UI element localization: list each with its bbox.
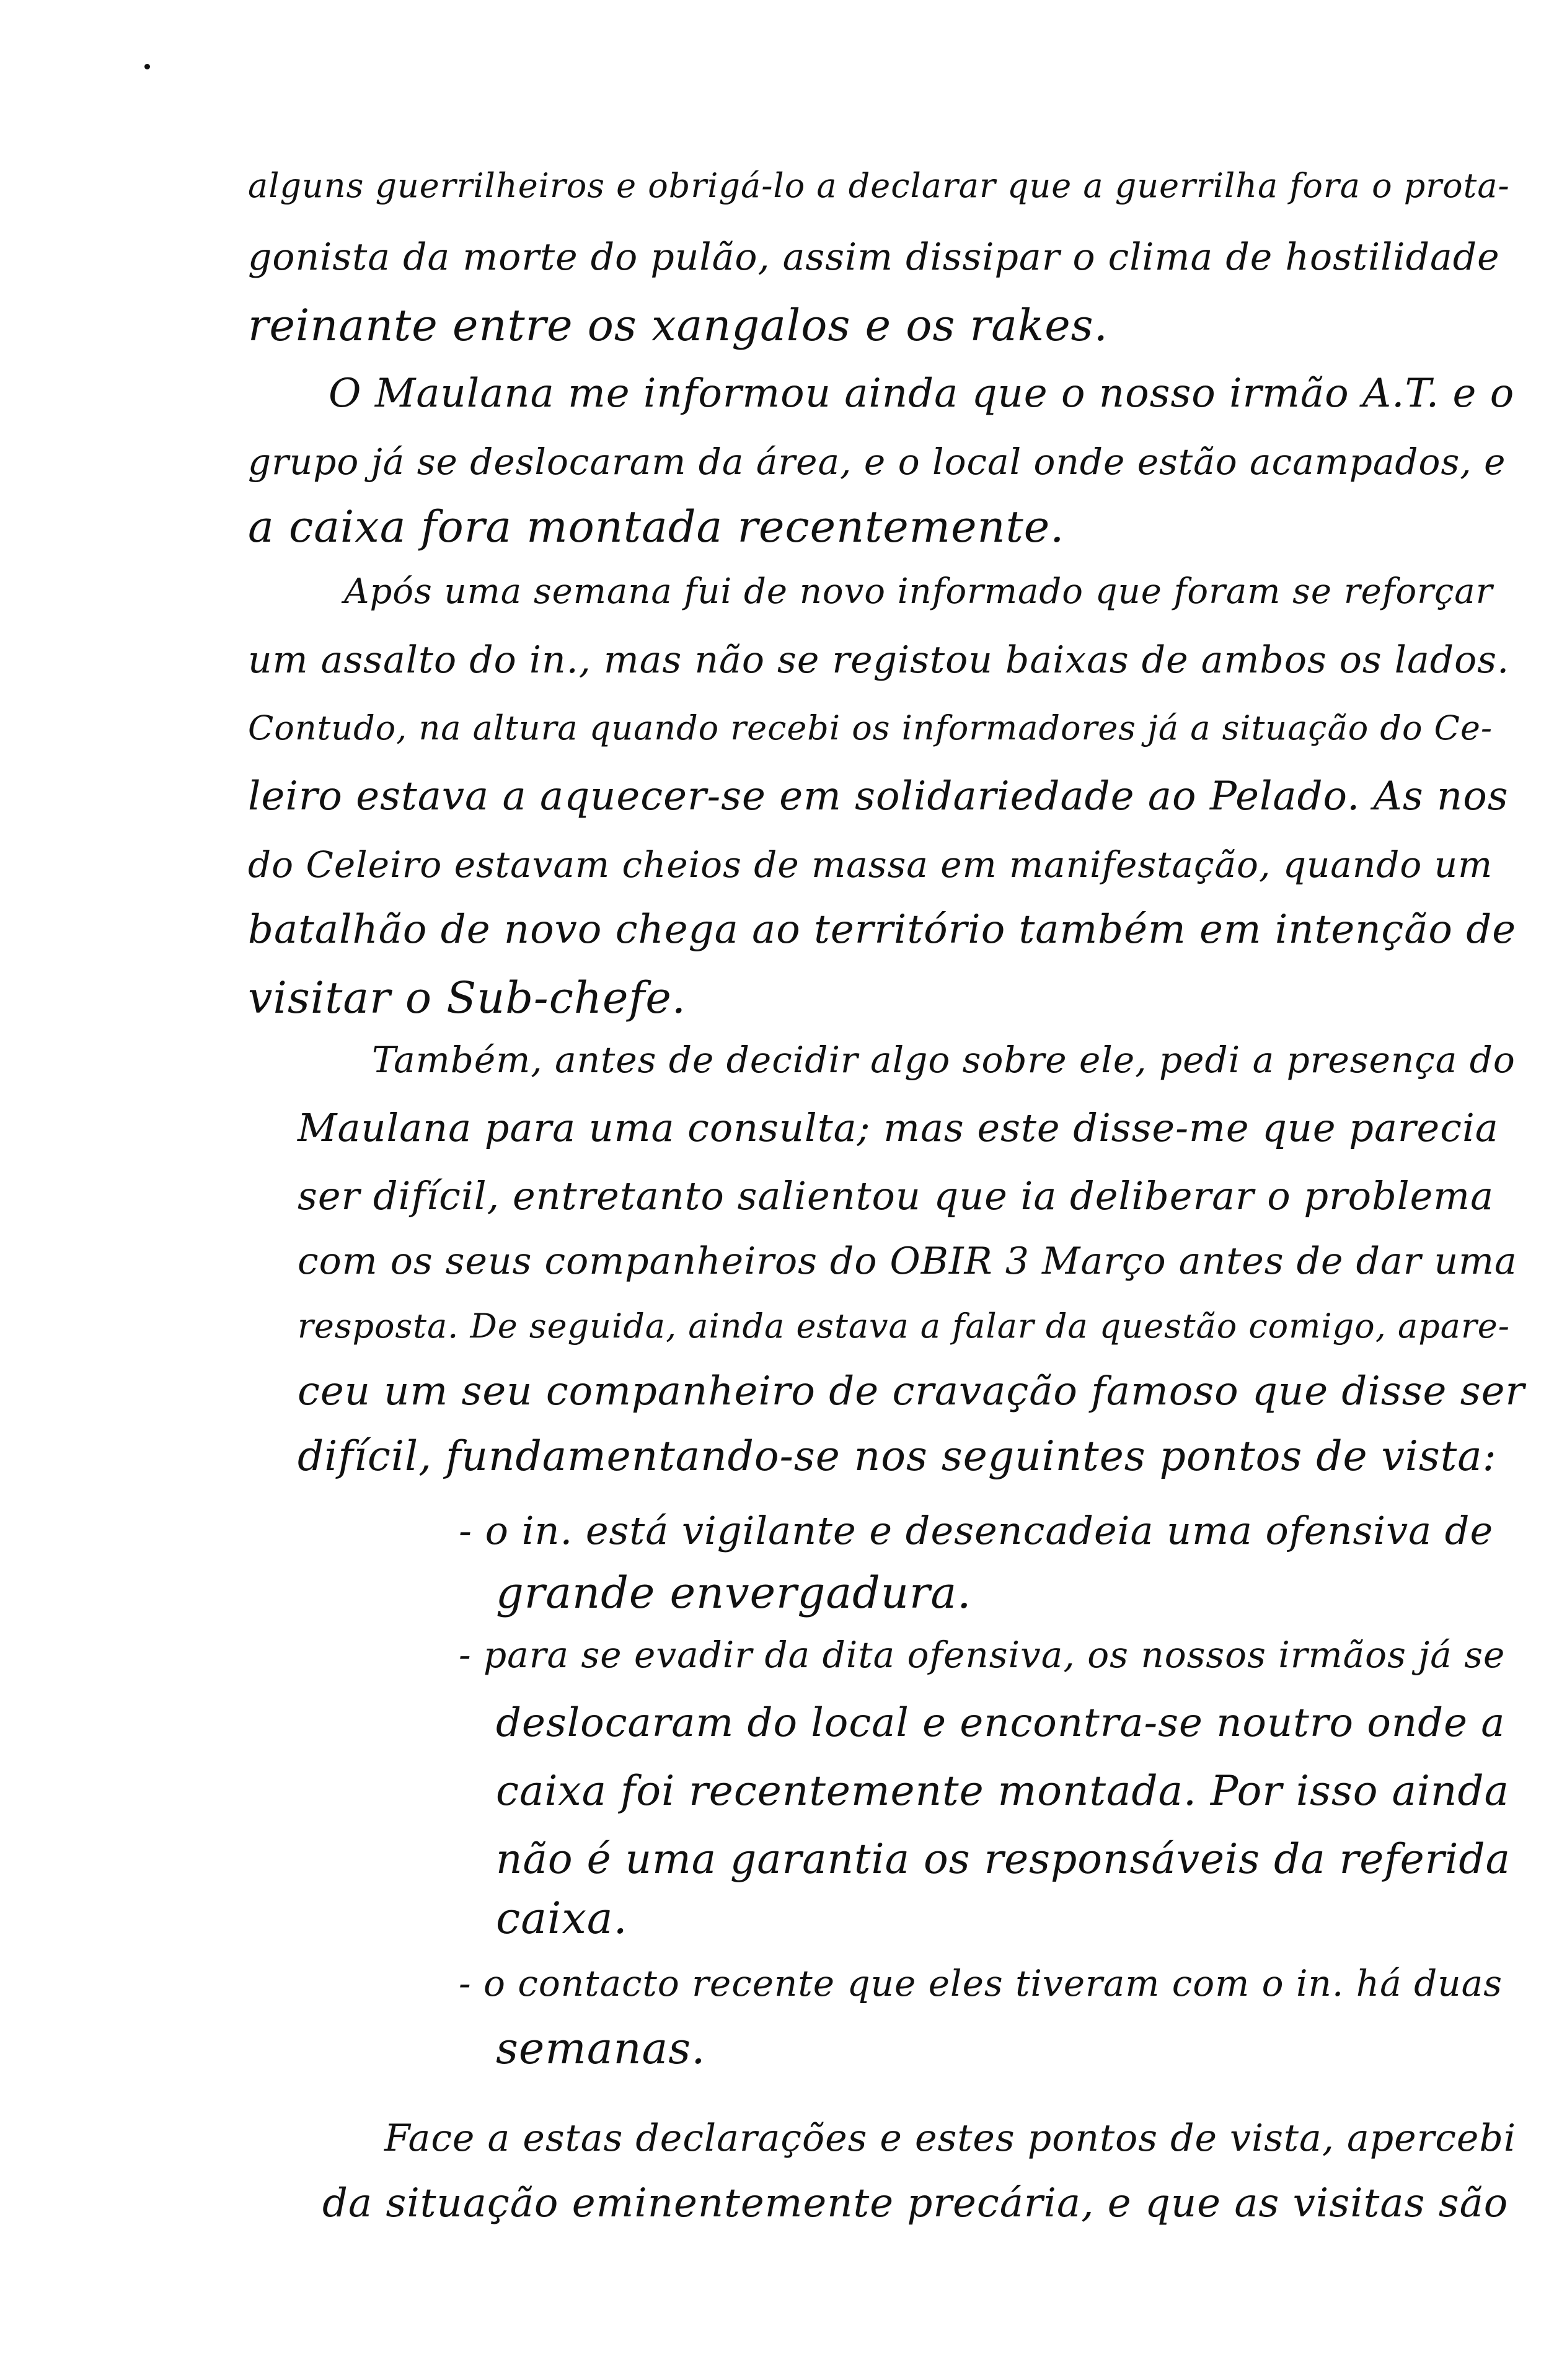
- text-line: caixa.: [496, 1893, 628, 1944]
- text-line: - o contacto recente que eles tiveram com o in. há duas: [459, 1962, 1503, 2004]
- text-line: - o in. está vigilante e desencadeia uma ofensiva de: [459, 1508, 1494, 1553]
- text-line: grupo já se deslocaram da área, e o local onde estão acampados, e: [248, 441, 1506, 483]
- text-line: O Maulana me informou ainda que o nosso irmão A.T. e o: [329, 371, 1515, 416]
- text-line: alguns guerrilheiros e obrigá-lo a declarar que a guerrilha fora o prota-: [248, 166, 1510, 205]
- text-line: deslocaram do local e encontra-se noutro onde a: [496, 1700, 1506, 1746]
- text-line: não é uma garantia os responsáveis da referida: [496, 1835, 1511, 1883]
- text-line: Face a estas declarações e estes pontos de vista, apercebi: [384, 2117, 1517, 2160]
- text-line: caixa foi recentemente montada. Por isso ainda: [496, 1767, 1510, 1815]
- text-line: do Celeiro estavam cheios de massa em manifestação, quando um: [248, 844, 1493, 886]
- text-line: com os seus companheiros do OBIR 3 Março antes de dar uma: [298, 1240, 1517, 1283]
- text-line: da situação eminentemente precária, e que as visitas são: [322, 2180, 1509, 2226]
- text-line: batalhão de novo chega ao território também em intenção de: [248, 907, 1517, 953]
- text-line: - para se evadir da dita ofensiva, os nossos irmãos já se: [459, 1634, 1506, 1676]
- text-line: difícil, fundamentando-se nos seguintes pontos de vista:: [298, 1432, 1497, 1480]
- text-line: um assalto do in., mas não se registou baixas de ambos os lados.: [248, 638, 1510, 682]
- text-line: a caixa fora montada recentemente.: [248, 501, 1065, 552]
- text-line: ser difícil, entretanto salientou que ia deliberar o problema: [298, 1173, 1494, 1219]
- text-line: visitar o Sub-chefe.: [248, 972, 687, 1023]
- text-line: Após uma semana fui de novo informado que foram se reforçar: [344, 571, 1493, 612]
- text-line: grande envergadura.: [496, 1567, 972, 1618]
- text-line: ceu um seu companheiro de cravação famoso que disse ser: [298, 1368, 1525, 1414]
- text-line: Também, antes de decidir algo sobre ele, pedi a presença do: [372, 1039, 1516, 1081]
- text-line: Maulana para uma consulta; mas este disse-me que parecia: [298, 1105, 1499, 1150]
- text-line: gonista da morte do pulão, assim dissipar o clima de hostilidade: [248, 236, 1500, 279]
- text-line: reinante entre os xangalos e os rakes.: [248, 300, 1108, 351]
- text-line: Contudo, na altura quando recebi os informadores já a situação do Ce-: [248, 708, 1493, 747]
- text-line: leiro estava a aquecer-se em solidariedade ao Pelado. As nos: [248, 774, 1509, 819]
- text-line: semanas.: [496, 2023, 706, 2074]
- text-line: resposta. De seguida, ainda estava a falar da questão comigo, apare-: [298, 1307, 1510, 1346]
